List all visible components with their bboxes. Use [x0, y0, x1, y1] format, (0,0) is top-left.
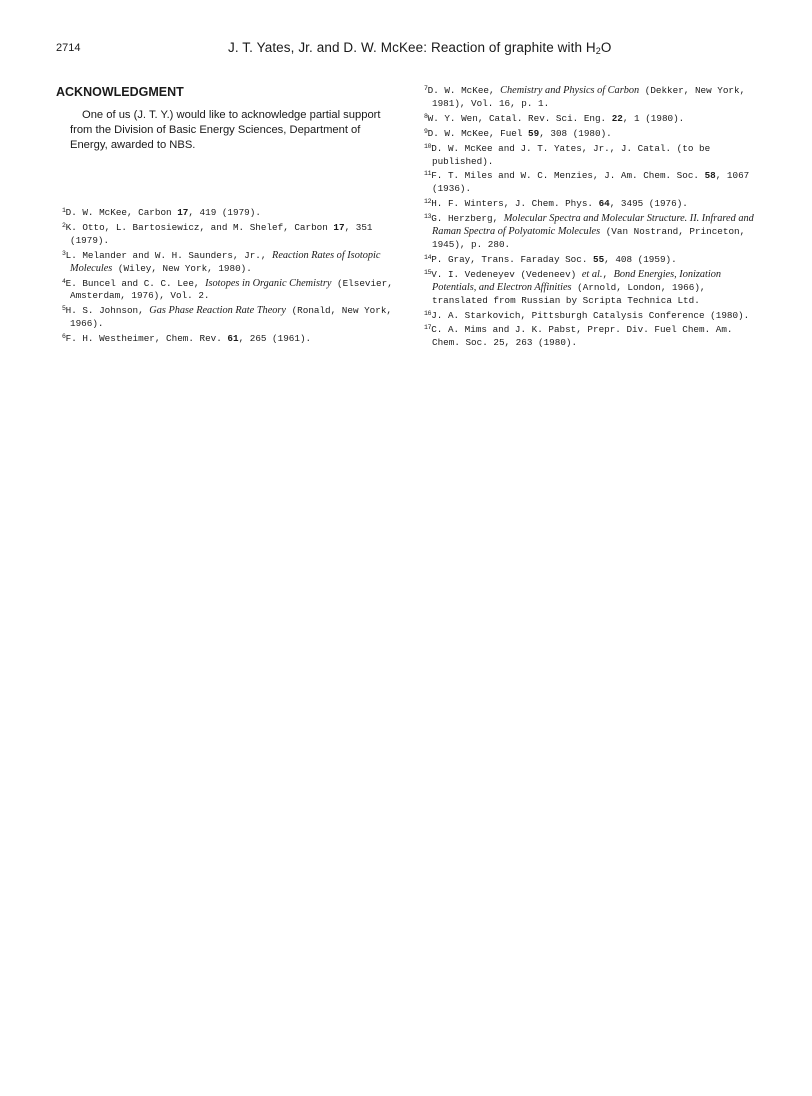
reference-item: $^7$D. W. McKee, Chemistry and Physics of Carbon (Dekker, New York, 1981), Vol. 16, p. 1. [424, 85, 746, 109]
page-number: 2714 [56, 42, 81, 54]
reference-item: $^{16}$J. A. Starkovich, Pittsburgh Catalysis Conference (1980). [424, 309, 750, 321]
reference-item: $^5$H. S. Johnson, Gas Phase Reaction Rate Theory (Ronald, New York, 1966). [62, 305, 393, 330]
reference-item: $^3$L. Melander and W. H. Saunders, Jr., Reaction Rates of Isotopic Molecules (Wiley, New York, 1980). [62, 249, 381, 274]
reference-item: $^4$E. Buncel and C. C. Lee, Isotopes in Organic Chemistry (Elsevier, Amsterdam, 1976), Vol. 2. [62, 277, 393, 302]
acknowledgment-body: One of us (J. T. Y.) would like to acknowledge partial support from the Division of Basic Energy Sciences, Department of Energy, awarded to NBS. [70, 109, 381, 151]
reference-item: $^9$D. W. McKee, Fuel 59, 308 (1980). [424, 127, 612, 139]
acknowledgment-section [56, 85, 396, 153]
reference-item: $^{14}$P. Gray, Trans. Faraday Soc. 55, 408 (1959). [424, 253, 677, 265]
reference-item: $^{10}$D. W. McKee and J. T. Yates, Jr., J. Catal. (to be published). [424, 142, 711, 167]
reference-list-left [56, 205, 396, 346]
left-column [56, 85, 396, 346]
reference-item: $^8$W. Y. Wen, Catal. Rev. Sci. Eng. 22, 1 (1980). [424, 112, 685, 124]
right-column [418, 83, 763, 350]
acknowledgment-heading: ACKNOWLEDGMENT [56, 85, 184, 99]
reference-item: $^1$D. W. McKee, Carbon 17, 419 (1979). [62, 207, 261, 218]
reference-item: $^6$F. H. Westheimer, Chem. Rev. 61, 265 (1961). [62, 333, 312, 345]
reference-item: $^{15}$V. I. Vedeneyev (Vedeneev) et al., Bond Energies, Ionization Potentials, and Electron Affinities (Arnold, London, 1966), translated from Russian by Scripta Technica Ltd. [424, 268, 722, 306]
reference-item: $^{17}$C. A. Mims and J. K. Pabst, Prepr. Div. Fuel Chem. Am. Chem. Soc. 25, 263 (1980). [424, 324, 733, 349]
reference-list-right [418, 83, 763, 350]
reference-item: $^2$K. Otto, L. Bartosiewicz, and M. Shelef, Carbon 17, 351 (1979). [62, 221, 373, 246]
reference-item: $^{12}$H. F. Winters, J. Chem. Phys. 64, 3495 (1976). [424, 198, 688, 210]
reference-item: $^{11}$F. T. Miles and W. C. Menzies, J. Am. Chem. Soc. 58, 1067 (1936). [424, 170, 750, 195]
reference-item: $^{13}$G. Herzberg, Molecular Spectra and Molecular Structure. II. Infrared and Raman Spectra of Polyatomic Molecules (Van Nostrand, Princeton, 1945), p. 280. [424, 213, 754, 250]
running-header [56, 40, 756, 62]
running-title: J. T. Yates, Jr. and D. W. McKee: Reaction of graphite with $H_2O$ [228, 40, 612, 56]
